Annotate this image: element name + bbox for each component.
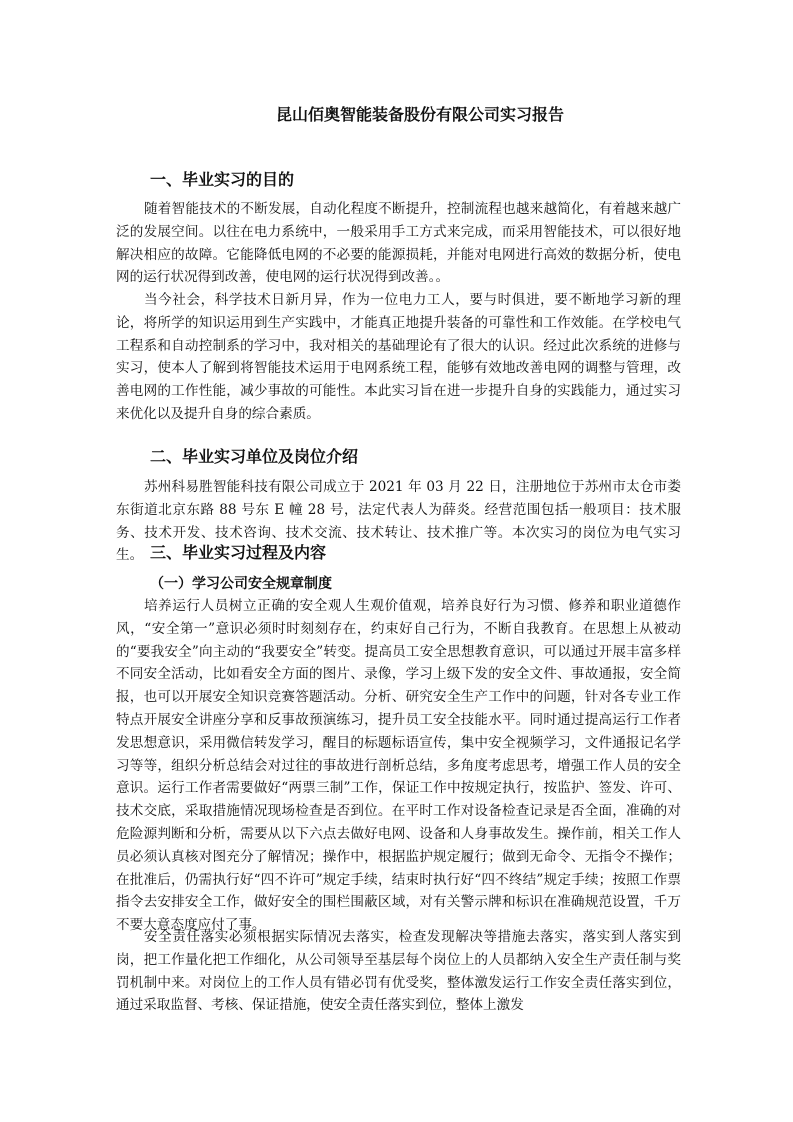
section-heading-unit: 二、毕业实习单位及岗位介绍 (150, 447, 359, 466)
paragraph-unit-1: 苏州科易胜智能科技有限公司成立于 2021 年 03 月 22 日，注册地位于苏州市太仓市娄东街道北京东路 88 号东 E 幢 28 号，法定代表人为薛炎。经营范围包括一般项目：技术服务、技术开发、技术咨询、技术交流、技术转让、技术推广等。本次实习的岗位为电气实习生。 (116, 479, 681, 564)
paragraph-purpose-1: 随着智能技术的不断发展，自动化程度不断提升，控制流程也越来越简化，有着越来越广泛的发展空间。以往在电力系统中，一般采用手工方式来完成，而采用智能技术，可以很好地解决相应的故障。它能降低电网的不必要的能源损耗，并能对电网进行高效的数据分析，使电网的运行状况得到改善，使电网的运行状况得到改善。。 (116, 201, 681, 286)
subsection-heading-safety: （一）学习公司安全规章制度 (150, 576, 332, 592)
section-heading-purpose: 一、毕业实习的目的 (150, 170, 295, 189)
paragraph-purpose-2: 当今社会，科学技术日新月异，作为一位电力工人，要与时俱进，要不断地学习新的理论，将所学的知识运用到生产实践中，才能真正地提升装备的可靠性和工作效能。在学校电气工程系和自动控制系的学习中，我对相关的基础理论有了很大的认识。经过此次系统的进修与实习，使本人了解到将智能技术运用于电网系统工程，能够有效地改善电网的调整与管理，改善电网的工作性能，减少事故的可能性。本此实习旨在进一步提升自身的实践能力，通过实习来优化以及提升自身的综合素质。 (116, 292, 681, 422)
section-heading-process: 三、毕业实习过程及内容 (150, 543, 327, 562)
document-title: 昆山佰奥智能装备股份有限公司实习报告 (276, 105, 565, 124)
paragraph-safety-1: 培养运行人员树立正确的安全观人生观价值观，培养良好行为习惯、修养和职业道德作风，“安全第一”意识必须时时刻刻存在，约束好自己行为，不断自我教育。在思想上从被动的“要我安全”向主动的“我要安全”转变。提高员工安全思想教育意识，可以通过开展丰富多样不同安全活动，比如看安全方面的图片、录像，学习上级下发的安全文件、事故通报，安全简报，也可以开展安全知识竞赛答题活动。分析、研究安全生产工作中的问题，针对各专业工作特点开展安全讲座分享和反事故预演练习，提升员工安全技能水平。同时通过提高运行工作者发思想意识，采用微信转发学习，醒目的标题标语宣传，集中安全视频学习，文件通报记名学习等等，组织分析总结会对过往的事故进行剖析总结，多角度考虑思考，增强工作人员的安全意识。运行工作者需要做好“两票三制”工作，保证工作中按规定执行，按监护、签发、许可、技术交底，采取措施情况现场检查是否到位。在平时工作对设备检查记录是否全面，准确的对危险源判断和分析，需要从以下六点去做好电网、设备和人身事故发生。操作前，相关工作人员必须认真核对图充分了解情况；操作中，根据监护规定履行；做到无命令、无指令不操作；在批准后，仍需执行好“四不许可”规定手续，结束时执行好“四不终结”规定手续；按照工作票指令去安排安全工作，做好安全的围栏围蔽区域，对有关警示牌和标识在准确规范设置，千万不要大意态度应付了事。 (116, 598, 681, 934)
paragraph-safety-2: 安全责任落实必须根据实际情况去落实，检查发现解决等措施去落实，落实到人落实到岗，把工作量化把工作细化，从公司领导至基层每个岗位上的人员都纳入安全生产责任制与奖罚机制中来。对岗位上的工作人员有错必罚有优受奖，整体激发运行工作安全责任落实到位，通过采取监督、考核、保证措施，使安全责任落实到位，整体上激发 (116, 929, 681, 1014)
